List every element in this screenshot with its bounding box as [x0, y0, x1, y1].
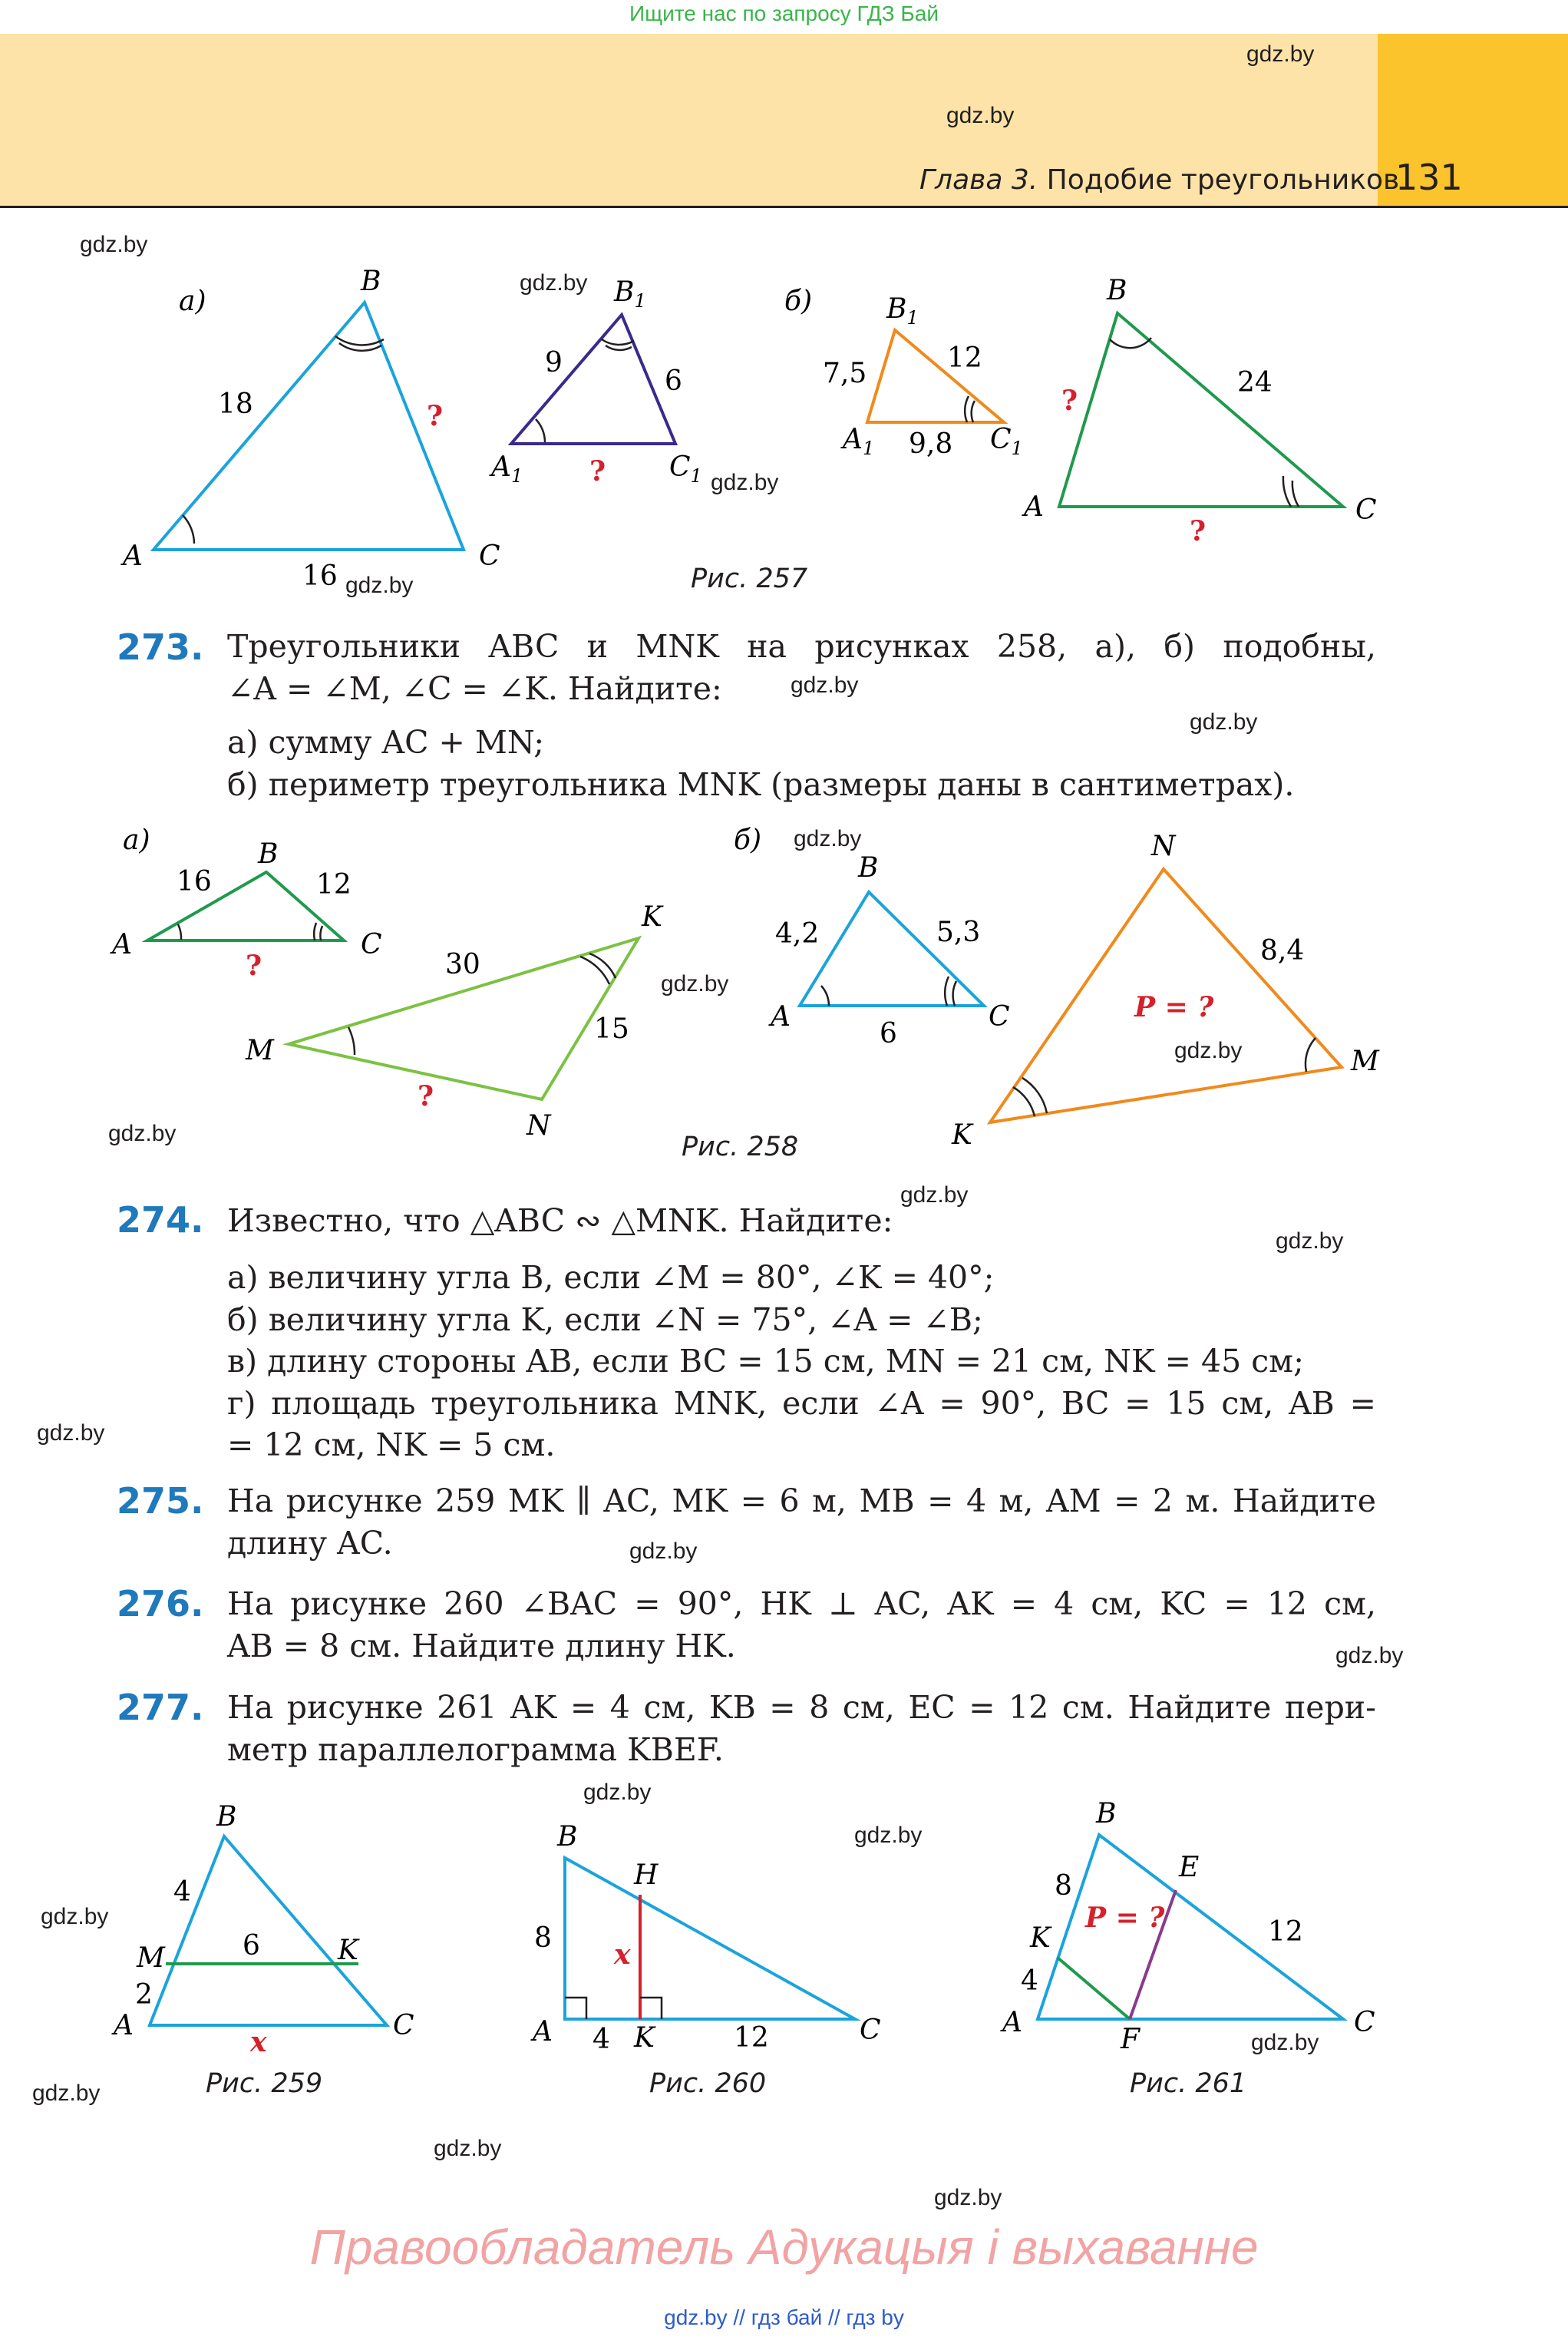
angle-mark [965, 396, 969, 422]
angle-mark [606, 345, 632, 350]
problem-273-line2: ∠A = ∠M, ∠C = ∠K. Найдите: [227, 670, 722, 707]
side-label: 4,2 [775, 918, 820, 950]
vertex-label: B [216, 1801, 237, 1833]
vertex-label: H [634, 1859, 659, 1891]
vertex-subscript: 1 [634, 290, 646, 312]
figure-258 [0, 821, 1568, 1182]
watermark: gdz.by [434, 2136, 502, 2161]
chapter-title [919, 164, 1399, 196]
side-label: 6 [880, 1018, 897, 1049]
watermark: gdz.by [1276, 1228, 1344, 1254]
vertex-label: A [533, 2016, 553, 2048]
vertex-letter: B [614, 276, 635, 308]
vertex-label [990, 424, 1023, 459]
vertex-subscript: 1 [690, 465, 702, 487]
vertex-label: B [258, 838, 279, 870]
angle-mark [1283, 476, 1291, 507]
angle-mark [1022, 1078, 1047, 1113]
vertex-label: A [114, 2010, 134, 2041]
vertex-label: C [479, 540, 500, 572]
watermark: gdz.by [794, 826, 862, 851]
unknown-x: x [250, 2026, 267, 2058]
right-angle-mark [565, 1998, 586, 2019]
watermark: gdz.by [791, 673, 859, 698]
side-label: 2 [135, 1979, 153, 2011]
side-label: 8 [534, 1922, 552, 1954]
angle-mark [183, 515, 194, 544]
watermark: gdz.by [80, 232, 148, 257]
problem-274-a: а) величину угла B, если ∠M = 80°, ∠K = 40°; [227, 1259, 995, 1296]
panel-label: б) [734, 825, 762, 856]
vertex-label: K [952, 1119, 972, 1151]
chapter-name: Подобие треугольников [1046, 164, 1400, 196]
problem-277-number: 277. [117, 1687, 204, 1728]
problem-276-line2: AB = 8 см. Найдите длину HK. [227, 1628, 736, 1664]
vertex-label: C [361, 929, 382, 960]
angle-mark [320, 926, 322, 940]
vertex-letter: A [843, 424, 863, 455]
angle-mark [972, 401, 975, 422]
problem-275-line1: На рисунке 259 MK ∥ AC, MK = 6 м, MB = 4 м, AM = 2 м. Найдите [227, 1482, 1376, 1519]
side-label: 4 [173, 1876, 191, 1908]
vertex-label: C [860, 2014, 881, 2046]
problem-277-line2: метр параллелограмма KBEF. [227, 1731, 724, 1768]
watermark: gdz.by [946, 103, 1015, 128]
watermark: gdz.by [711, 470, 779, 495]
problem-274-d2: = 12 см, NK = 5 см. [227, 1426, 556, 1463]
footer-links[interactable]: gdz.by // гдз бай // гдз by [664, 2305, 904, 2329]
question-mark: ? [589, 455, 606, 488]
vertex-label: A [112, 929, 132, 960]
question-mark: ? [1061, 385, 1078, 417]
problem-276-number: 276. [117, 1583, 204, 1624]
angle-mark [348, 1027, 355, 1055]
angle-mark [945, 977, 949, 1006]
angle-mark [1110, 338, 1151, 348]
vertex-subscript: 1 [863, 438, 875, 459]
watermark: gdz.by [583, 1780, 652, 1805]
copyright-notice: Правообладатель Адукацыя і выхаванне [309, 2219, 1259, 2275]
vertex-label: C [989, 1001, 1010, 1033]
angle-mark [1306, 1038, 1315, 1072]
watermark: gdz.by [345, 573, 414, 598]
watermark: gdz.by [934, 2185, 1002, 2210]
fig257-triangle-orange [867, 330, 1004, 422]
vertex-label: K [338, 1935, 358, 1966]
vertex-letter: B [886, 293, 907, 325]
perimeter-label: P = ? [1134, 991, 1214, 1023]
vertex-label: M [1351, 1046, 1379, 1077]
fig261-caption: Рис. 261 [1130, 2068, 1247, 2099]
header-rule [0, 206, 1568, 208]
unknown-x: x [614, 1938, 631, 1971]
vertex-label: M [137, 1942, 165, 1974]
problem-273-b: б) периметр треугольника MNK (размеры даны в сантиметрах). [227, 766, 1295, 803]
problem-274-c: в) длину стороны AB, если BC = 15 см, MN = 21 см, NK = 45 см; [227, 1343, 1304, 1380]
side-label: 4 [593, 2024, 610, 2055]
problem-273-a: а) сумму AC + MN; [227, 724, 545, 761]
fig257-caption: Рис. 257 [691, 564, 808, 594]
side-label: 9,8 [909, 428, 953, 460]
side-label: 16 [302, 560, 338, 592]
watermark: gdz.by [1246, 41, 1315, 67]
side-label: 12 [947, 342, 982, 374]
vertex-label: K [1030, 1922, 1051, 1954]
side-label: 8 [1055, 1870, 1072, 1902]
top-banner[interactable]: Ищите нас по запросу ГДЗ Бай [629, 2, 939, 25]
fig259-caption: Рис. 259 [206, 2068, 323, 2099]
angle-mark [335, 336, 384, 345]
vertex-subscript: 1 [906, 307, 919, 329]
fig257-triangle-a1b1c1 [511, 315, 675, 444]
side-label: 12 [316, 869, 352, 901]
vertex-label: B [361, 266, 381, 297]
side-label: 5,3 [936, 917, 981, 948]
panel-label: а) [179, 286, 206, 317]
side-label: 16 [177, 866, 212, 897]
vertex-label: A [1002, 2007, 1022, 2038]
vertex-label [886, 293, 919, 329]
vertex-label: E [1179, 1852, 1200, 1883]
problem-277-line1: На рисунке 261 AK = 4 см, KB = 8 см, EC = 12 см. Найдите пери- [227, 1689, 1376, 1726]
problem-275-number: 275. [117, 1480, 204, 1522]
problem-274-number: 274. [117, 1199, 204, 1241]
fig257-triangle-green [1059, 313, 1343, 507]
vertex-label: B [858, 852, 879, 884]
fig260-triangle [565, 1858, 855, 2019]
fig260-caption: Рис. 260 [649, 2068, 767, 2099]
angle-mark [1292, 481, 1299, 507]
vertex-letter: A [491, 451, 511, 483]
angle-mark [602, 339, 634, 345]
vertex-label [613, 276, 646, 312]
vertex-subscript: 1 [1011, 438, 1023, 459]
angle-mark [953, 981, 956, 1006]
vertex-label: B [1096, 1798, 1117, 1829]
vertex-label: C [1355, 494, 1377, 526]
watermark: gdz.by [1251, 2030, 1319, 2055]
problem-273-number: 273. [117, 626, 204, 668]
side-label: 18 [218, 388, 253, 420]
watermark: gdz.by [854, 1823, 923, 1848]
problem-274-line1: Известно, что △ABC ∾ △MNK. Найдите: [227, 1202, 893, 1239]
watermark: gdz.by [661, 971, 729, 996]
fig261-segment-kf [1058, 1958, 1130, 2019]
figures-259-261 [0, 1789, 1568, 2104]
watermark: gdz.by [520, 270, 588, 296]
vertex-label: A [1024, 491, 1044, 523]
page-number: 131 [1395, 157, 1463, 198]
side-label: 30 [445, 949, 480, 980]
watermark: gdz.by [1174, 1038, 1243, 1063]
problem-276-line1: На рисунке 260 ∠BAC = 90°, HK ⊥ AC, AK = 4 см, KC = 12 см, [227, 1585, 1376, 1622]
vertex-label: C [393, 2010, 414, 2041]
figure-257 [0, 253, 1568, 606]
right-angle-mark [640, 1998, 662, 2019]
fig258-caption: Рис. 258 [682, 1132, 799, 1162]
side-label: 6 [243, 1930, 260, 1962]
side-label: 12 [734, 2022, 769, 2054]
vertex-label: F [1121, 2024, 1140, 2055]
vertex-subscript: 1 [511, 465, 523, 487]
angle-mark [314, 923, 316, 940]
side-label: 7,5 [823, 358, 867, 389]
question-mark: ? [246, 950, 262, 982]
vertex-label: K [642, 901, 662, 933]
side-label: 9 [545, 347, 563, 378]
angle-mark [580, 957, 609, 984]
question-mark: ? [427, 400, 444, 432]
problem-274-d1: г) площадь треугольника MNK, если ∠A = 90°, BC = 15 см, AB = [227, 1385, 1376, 1422]
chapter-prefix: Глава 3. [919, 164, 1038, 196]
panel-label: б) [784, 286, 813, 317]
vertex-label: N [1151, 831, 1176, 862]
angle-mark [536, 419, 545, 442]
problem-274-b: б) величину угла K, если ∠N = 75°, ∠A = ∠B; [227, 1301, 983, 1338]
angle-mark [178, 924, 181, 940]
side-label: 12 [1268, 1916, 1303, 1948]
side-label: 6 [665, 365, 682, 397]
watermark: gdz.by [1190, 709, 1258, 735]
question-mark: ? [1190, 515, 1207, 547]
vertex-label: M [246, 1035, 274, 1066]
side-label: 15 [594, 1013, 629, 1045]
question-mark: ? [418, 1080, 434, 1112]
side-label: 8,4 [1260, 935, 1305, 967]
problem-275-line2: длину AC. [227, 1525, 393, 1562]
perimeter-label: P = ? [1085, 1902, 1165, 1934]
watermark: gdz.by [41, 1904, 109, 1929]
vertex-label: K [634, 2022, 655, 2054]
vertex-label: C [1354, 2007, 1375, 2038]
vertex-letter: C [669, 451, 691, 483]
watermark: gdz.by [1335, 1643, 1404, 1668]
watermark: gdz.by [32, 2081, 101, 2106]
angle-mark [821, 986, 829, 1006]
vertex-label: B [1107, 275, 1127, 306]
vertex-label [489, 451, 523, 487]
fig258-triangle-abc-b [800, 892, 984, 1006]
watermark: gdz.by [37, 1420, 105, 1446]
problem-273-line1: Треугольники ABC и MNK на рисунках 258, а), б) подобны, [227, 628, 1376, 665]
angle-mark [1013, 1087, 1035, 1116]
vertex-label: A [123, 540, 143, 572]
vertex-label: N [527, 1110, 551, 1142]
vertex-label: B [557, 1821, 578, 1852]
vertex-label [840, 424, 874, 459]
fig257-triangle-abc [153, 302, 464, 550]
side-label: 24 [1237, 367, 1273, 398]
vertex-label: A [771, 1001, 791, 1033]
watermark: gdz.by [108, 1121, 177, 1146]
vertex-letter: C [990, 424, 1012, 455]
side-label: 4 [1021, 1965, 1038, 1997]
watermark: gdz.by [900, 1182, 969, 1208]
vertex-label [669, 451, 702, 487]
watermark: gdz.by [629, 1539, 698, 1564]
fig259-triangle [150, 1836, 387, 2025]
panel-label: а) [123, 825, 150, 856]
